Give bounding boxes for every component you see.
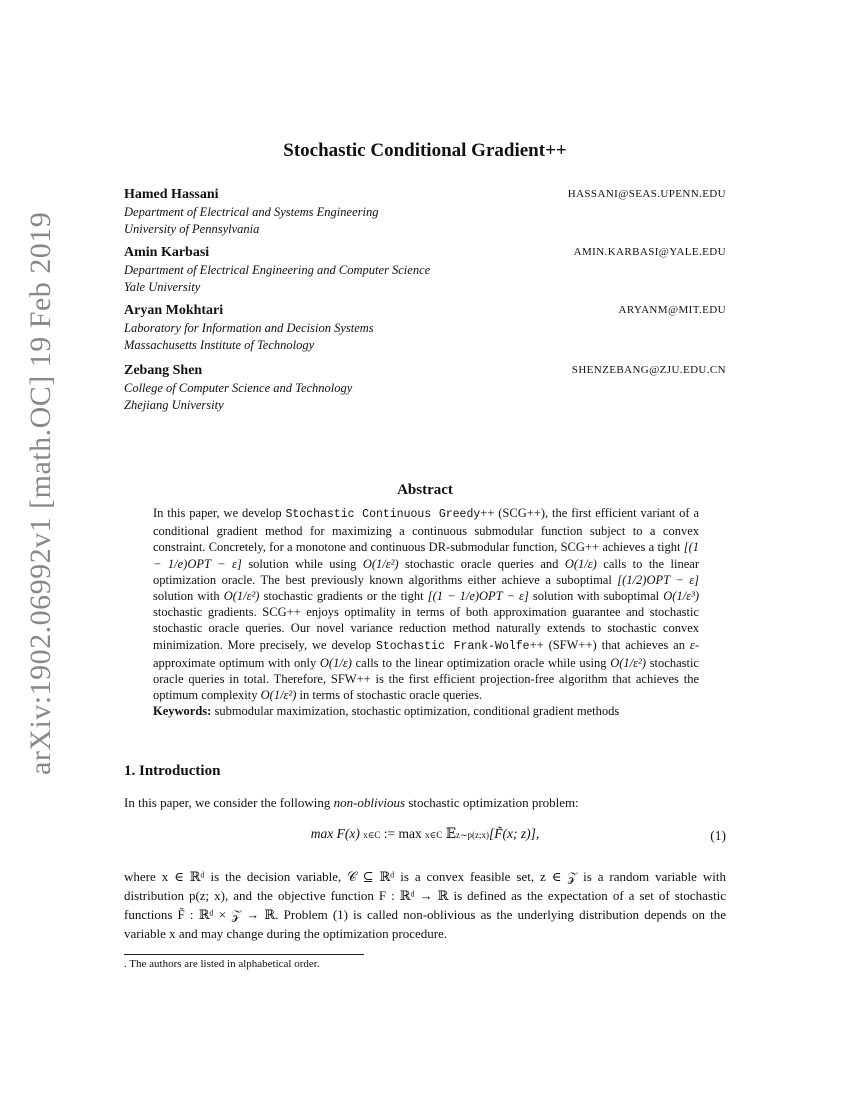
author-email[interactable]: SHENZEBANG@ZJU.EDU.CN [571, 364, 726, 376]
author-block [124, 186, 726, 237]
author-name: Hamed Hassani [124, 187, 219, 202]
emphasis-text: non-oblivious [333, 795, 406, 810]
abstract-text-run: ++ (SFW++) that achieves an [529, 637, 690, 652]
arxiv-side-stamp: arXiv:1902.06992v1 [math.OC] 19 Feb 2019 [24, 211, 57, 775]
body-text-run: stochastic optimization problem: [405, 795, 579, 810]
algorithm-name: Stochastic Continuous Greedy [285, 508, 481, 521]
abstract-text-run: stochastic oracle queries and [398, 556, 565, 571]
author-affiliation: College of Computer Science and Technology [124, 381, 353, 395]
section-heading-introduction: 1. Introduction [124, 763, 221, 779]
author-email[interactable]: AMIN.KARBASI@YALE.EDU [573, 246, 726, 258]
author-affiliation: Massachusetts Institute of Technology [124, 337, 315, 352]
equation-expectation: 𝔼 [445, 826, 456, 841]
author-name: Zebang Shen [124, 363, 203, 378]
math-expression: [(1 − 1/e)OPT − ε] [427, 589, 529, 604]
math-expression: O(1/ε²) [610, 655, 646, 670]
equation-body [124, 826, 726, 842]
math-expression: [(1 − 1/e)OPT − ε] [153, 540, 699, 571]
abstract-text-run: solution with suboptimal [528, 589, 664, 604]
author-email[interactable]: ARYANM@MIT.EDU [618, 304, 726, 316]
keywords-list: submodular maximization, stochastic optimization, conditional gradient methods [211, 704, 620, 719]
math-expression: [(1/2)OPT − ε] [617, 572, 700, 587]
abstract-text-run: stochastic oracle queries in total. Therefore, SFW++ is the first efficient projection-free algorithm that achieves the optimum complexity [153, 655, 699, 703]
equation-subscript: x∈C [363, 830, 381, 840]
math-expression: O(1/ε²) [260, 688, 297, 703]
author-affiliation: Department of Electrical and Systems Engineering [124, 205, 379, 219]
abstract-text-run: solution with [153, 589, 224, 604]
intro-paragraph [124, 793, 726, 812]
author-affiliation: Laboratory for Information and Decision Systems [124, 321, 374, 335]
abstract-text-run: calls to the linear optimization oracle while using [351, 655, 611, 670]
footnote-divider [124, 954, 364, 955]
author-affiliation: Department of Electrical Engineering and Computer Science [124, 263, 431, 277]
author-affiliation: Yale University [124, 279, 201, 294]
equation-rhs: [F̃(x; z)], [489, 826, 540, 841]
abstract-text-run: ++ (SCG++), the first efficient variant of a conditional gradient method for maximizing a continuous submodular function subject to a convex constraint. Concretely, for a monotone and continuous DR-submodular function, SCG++ achieves a tight [153, 506, 699, 555]
abstract-text-run: in terms of stochastic oracle queries. [296, 688, 483, 703]
math-expression: ε [689, 637, 695, 652]
body-text-run: In this paper, we consider the following [124, 795, 334, 810]
math-expression: O(1/ε) [564, 556, 597, 571]
author-affiliation: University of Pennsylvania [124, 221, 260, 236]
equation-operator: := [383, 826, 399, 841]
paper-title: Stochastic Conditional Gradient++ [283, 140, 567, 161]
author-block [124, 362, 726, 413]
abstract-text [153, 505, 699, 720]
abstract-heading: Abstract [397, 482, 453, 498]
algorithm-name: Stochastic Frank-Wolfe [375, 639, 530, 653]
intro-paragraph: where x ∈ ℝᵈ is the decision variable, 𝒞 ⊆ ℝᵈ is a convex feasible set, z ∈ 𝒵 is a random variable with distribution p(z; x), and the objective function F : ℝᵈ → ℝ is defined as the expectation of a set of stochastic functions F̃ : ℝᵈ × 𝒵 → ℝ. Problem (1) is called non-oblivious as the underlying distribution depends on the variable x and may change during the optimization procedure. [124, 869, 726, 941]
equation-1 [124, 826, 726, 854]
abstract-text-run: stochastic gradients or the tight [259, 589, 428, 604]
abstract-text-run: stochastic gradients. SCG++ enjoys optimality in terms of both approximation guarantee and stochastic stochastic oracle queries. Our novel variance reduction method naturally extends to stochastic convex minimization. More precisely, we develop [153, 605, 699, 652]
footnote: . The authors are listed in alphabetical order. [124, 958, 320, 970]
abstract-text-run: -approximate optimum with only [153, 637, 699, 670]
abstract-text-run: calls to the linear optimization oracle. The best previously known algorithms either achieve a suboptimal [153, 556, 700, 587]
abstract-text-run: solution while using [241, 556, 363, 571]
equation-number: (1) [710, 828, 726, 843]
keywords-label: Keywords: [153, 704, 212, 719]
author-block [124, 244, 726, 295]
equation-max: max [398, 826, 422, 841]
author-block [124, 302, 726, 353]
equation-lhs: max F(x) [310, 826, 360, 841]
abstract-text-run: In this paper, we develop [153, 506, 286, 520]
author-affiliation: Zhejiang University [124, 397, 224, 412]
equation-subscript: z∼p(z;x) [455, 830, 490, 840]
equation-subscript: x∈C [425, 830, 443, 840]
math-expression: O(1/ε²) [223, 589, 260, 604]
author-email[interactable]: HASSANI@SEAS.UPENN.EDU [567, 188, 726, 200]
author-name: Amin Karbasi [124, 245, 210, 260]
math-expression: O(1/ε²) [362, 556, 399, 571]
math-expression: O(1/ε) [319, 655, 352, 670]
math-expression: O(1/ε³) [663, 589, 699, 604]
author-name: Aryan Mokhtari [124, 303, 224, 318]
